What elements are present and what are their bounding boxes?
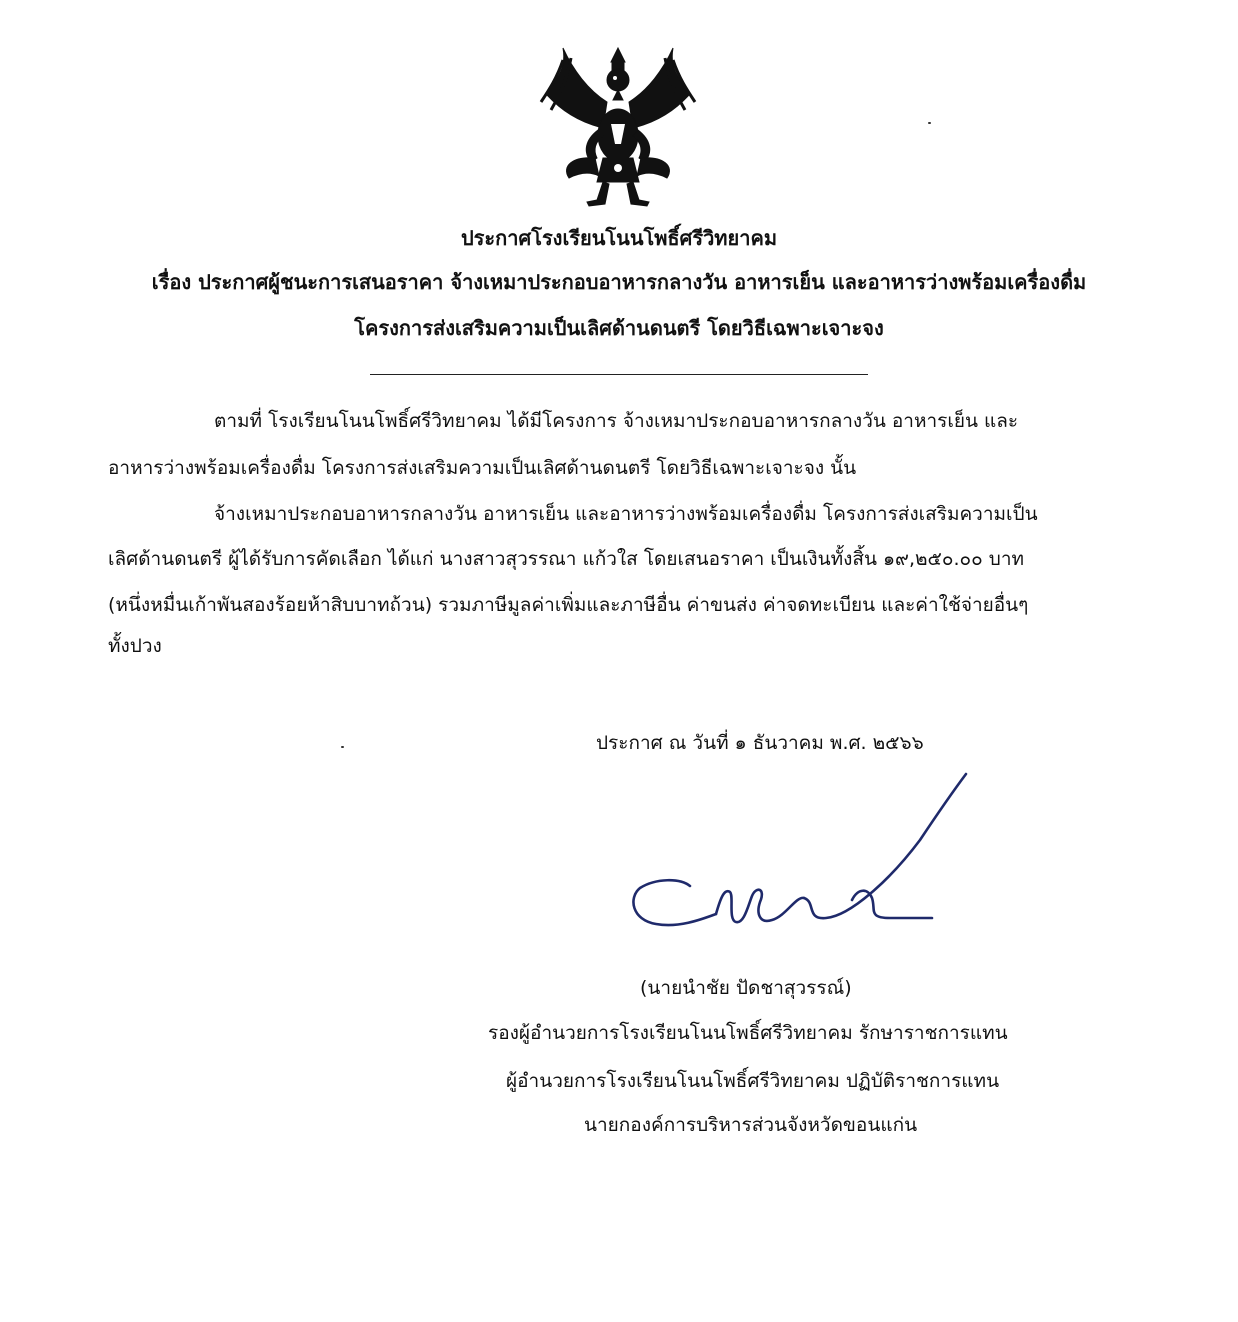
paragraph-1-line-1: ตามที่ โรงเรียนโนนโพธิ์ศรีวิทยาคม ได้มีโครงการ จ้างเหมาประกอบอาหารกลางวัน อาหารเย็น และ bbox=[214, 410, 1019, 432]
garuda-emblem-icon bbox=[533, 40, 703, 210]
paragraph-2-line-3: (หนึ่งหมื่นเก้าพันสองร้อยห้าสิบบาทถ้วน) รวมภาษีมูลค่าเพิ่มและภาษีอื่น ค่าขนส่ง ค่าจดทะเบียน และค่าใช้จ่ายอื่นๆ bbox=[108, 594, 1029, 616]
paragraph-2-line-1: จ้างเหมาประกอบอาหารกลางวัน อาหารเย็น และอาหารว่างพร้อมเครื่องดื่ม โครงการส่งเสริมความเป็น bbox=[214, 503, 1038, 525]
document-subject: เรื่อง ประกาศผู้ชนะการเสนอราคา จ้างเหมาประกอบอาหารกลางวัน อาหารเย็น และอาหารว่างพร้อมเครื่องดื่ม bbox=[151, 270, 1087, 294]
paragraph-1-line-2: อาหารว่างพร้อมเครื่องดื่ม โครงการส่งเสริมความเป็นเลิศด้านดนตรี โดยวิธีเฉพาะเจาะจง นั้น bbox=[108, 457, 857, 479]
document-subject-continued: โครงการส่งเสริมความเป็นเลิศด้านดนตรี โดยวิธีเฉพาะเจาะจง bbox=[354, 316, 884, 340]
scan-speck bbox=[928, 122, 931, 124]
signatory-position-3: นายกองค์การบริหารส่วนจังหวัดขอนแก่น bbox=[584, 1114, 918, 1136]
paragraph-2-line-2: เลิศด้านดนตรี ผู้ได้รับการคัดเลือก ได้แก่ นางสาวสุวรรณา แก้วใส โดยเสนอราคา เป็นเงินทั้งสิ้น ๑๙,๒๕๐.๐๐ บาท bbox=[108, 548, 1025, 570]
scan-speck bbox=[341, 746, 344, 748]
paragraph-2-line-4: ทั้งปวง bbox=[108, 635, 162, 657]
signatory-position-2: ผู้อำนวยการโรงเรียนโนนโพธิ์ศรีวิทยาคม ปฏิบัติราชการแทน bbox=[506, 1070, 1000, 1092]
signatory-position-1: รองผู้อำนวยการโรงเรียนโนนโพธิ์ศรีวิทยาคม รักษาราชการแทน bbox=[488, 1022, 1008, 1044]
document-title: ประกาศโรงเรียนโนนโพธิ์ศรีวิทยาคม bbox=[460, 226, 777, 250]
announcement-date: ประกาศ ณ วันที่ ๑ ธันวาคม พ.ศ. ๒๕๖๖ bbox=[596, 732, 924, 754]
heading-divider bbox=[370, 374, 868, 375]
signatory-name: (นายนำชัย ปัดชาสุวรรณ์) bbox=[640, 977, 852, 999]
handwritten-signature bbox=[620, 770, 1000, 950]
